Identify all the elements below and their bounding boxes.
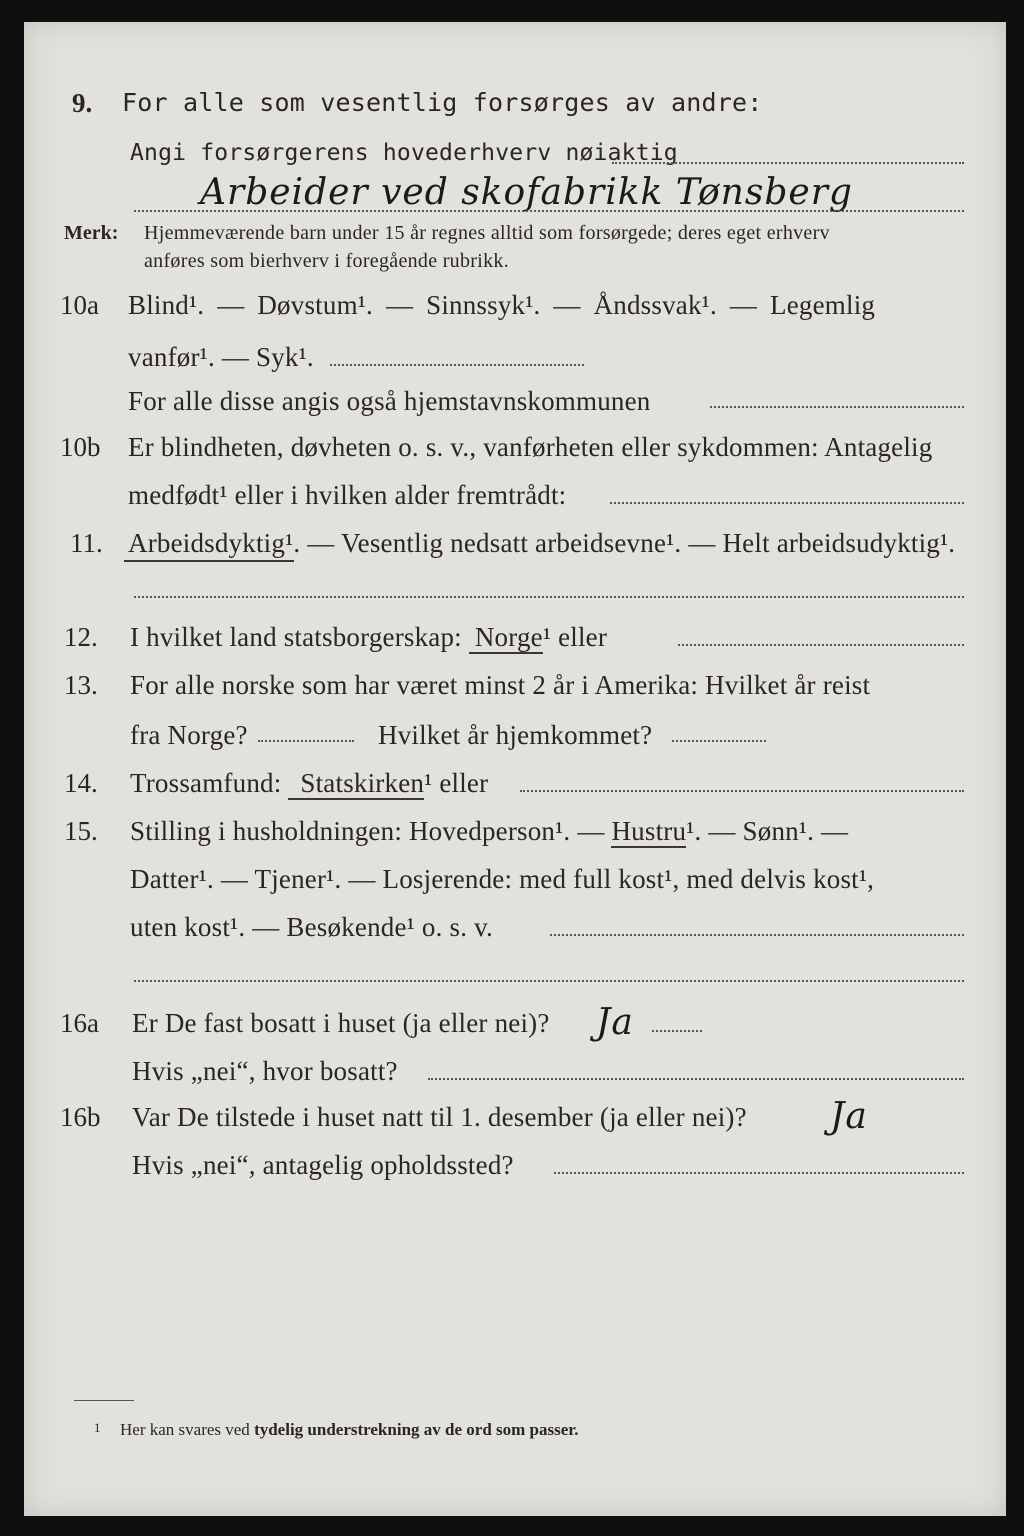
q14-underlined-answer: Statskirken <box>288 768 424 800</box>
q16a-line-2: Hvis „nei“, hvor bosatt? <box>132 1056 398 1086</box>
q11-dotted-line <box>134 596 964 598</box>
merk-line-1: Hjemmeværende barn under 15 år regnes alltid som forsørgede; deres eget erhverv <box>144 222 830 244</box>
q15-line-3: uten kost¹. — Besøkende¹ o. s. v. <box>130 912 494 942</box>
footnote-rule <box>74 1400 134 1401</box>
q13-number: 13. <box>64 670 98 700</box>
q9-handwritten-answer: Arbeider ved skofabrikk Tønsberg <box>200 172 853 213</box>
q14-text: Trossamfund: Statskirken¹ eller <box>130 768 489 798</box>
q11-number: 11. <box>70 528 103 558</box>
q10a-number: 10a <box>60 290 99 320</box>
q15-dotted-line-1 <box>550 934 964 936</box>
q9-number: 9. <box>72 88 93 118</box>
q9-label: Angi forsørgerens hovederhverv nøiaktig <box>130 140 678 166</box>
q12-dotted-line <box>678 644 964 646</box>
q11-underline-arbeidsdyktig <box>124 560 294 562</box>
q10a-dotted-line-2 <box>710 406 964 408</box>
q12-underlined-answer: Norge <box>469 622 543 654</box>
q13-line-2b: Hvilket år hjemkommet? <box>378 720 653 750</box>
q12-number: 12. <box>64 622 98 652</box>
q9-answer-line <box>134 210 964 212</box>
q16a-dotted-line-1 <box>652 1030 702 1032</box>
q16a-line-1: Er De fast bosatt i huset (ja eller nei)? <box>132 1008 550 1038</box>
q16a-number: 16a <box>60 1008 99 1038</box>
q15-number: 15. <box>64 816 98 846</box>
q11-line-1: Arbeidsdyktig¹. — Vesentlig nedsatt arbeidsevne¹. — Helt arbeidsudyktig¹. <box>128 528 956 558</box>
footnote-text: Her kan svares ved tydelig understrekning av de ord som passer. <box>120 1420 579 1439</box>
q16b-line-2: Hvis „nei“, antagelig opholdssted? <box>132 1150 514 1180</box>
merk-label: Merk: <box>64 222 119 244</box>
q13-line-2a: fra Norge? <box>130 720 248 750</box>
q16b-handwritten-answer: Ja <box>830 1096 868 1137</box>
q10a-line-1: Blind¹. — Døvstum¹. — Sinnssyk¹. — Åndssvak¹. — Legemlig <box>128 290 876 320</box>
census-form-page <box>24 22 1006 1516</box>
q15-line-2: Datter¹. — Tjener¹. — Losjerende: med full kost¹, med delvis kost¹, <box>130 864 875 894</box>
q15-dotted-line-2 <box>134 980 964 982</box>
q10b-number: 10b <box>60 432 101 462</box>
q12-text: I hvilket land statsborgerskap: Norge¹ eller <box>130 622 608 652</box>
q9-title: For alle som vesentlig forsørges av andre: <box>122 88 763 117</box>
q16b-number: 16b <box>60 1102 101 1132</box>
q10b-line-1: Er blindheten, døvheten o. s. v., vanførheten eller sykdommen: Antagelig <box>128 432 933 462</box>
q16b-dotted-line <box>554 1172 964 1174</box>
q10a-line-2: vanfør¹. — Syk¹. <box>128 342 314 372</box>
footnote-mark: 1 <box>94 1420 101 1435</box>
q10b-dotted-line <box>610 502 964 504</box>
q13-line-1: For alle norske som har været minst 2 år i Amerika: Hvilket år reist <box>130 670 871 700</box>
q16b-line-1: Var De tilstede i huset natt til 1. desember (ja eller nei)? <box>132 1102 747 1132</box>
q13-dotted-line-2 <box>672 740 766 742</box>
q15-underlined-answer: Hustru <box>611 816 687 846</box>
q14-number: 14. <box>64 768 98 798</box>
q14-dotted-line <box>520 790 964 792</box>
q9-dotted-line <box>612 162 964 164</box>
q15-line-1: Stilling i husholdningen: Hovedperson¹. — Hustru¹. — Sønn¹. — <box>130 816 849 846</box>
q16a-dotted-line-2 <box>428 1078 964 1080</box>
q10b-line-2: medfødt¹ eller i hvilken alder fremtrådt: <box>128 480 567 510</box>
q16a-handwritten-answer: Ja <box>596 1002 634 1043</box>
merk-line-2: anføres som bierhverv i foregående rubrikk. <box>144 250 509 272</box>
q10a-line-3: For alle disse angis også hjemstavnskommunen <box>128 386 651 416</box>
q13-dotted-line-1 <box>258 740 354 742</box>
q10a-dotted-line-1 <box>330 364 584 366</box>
